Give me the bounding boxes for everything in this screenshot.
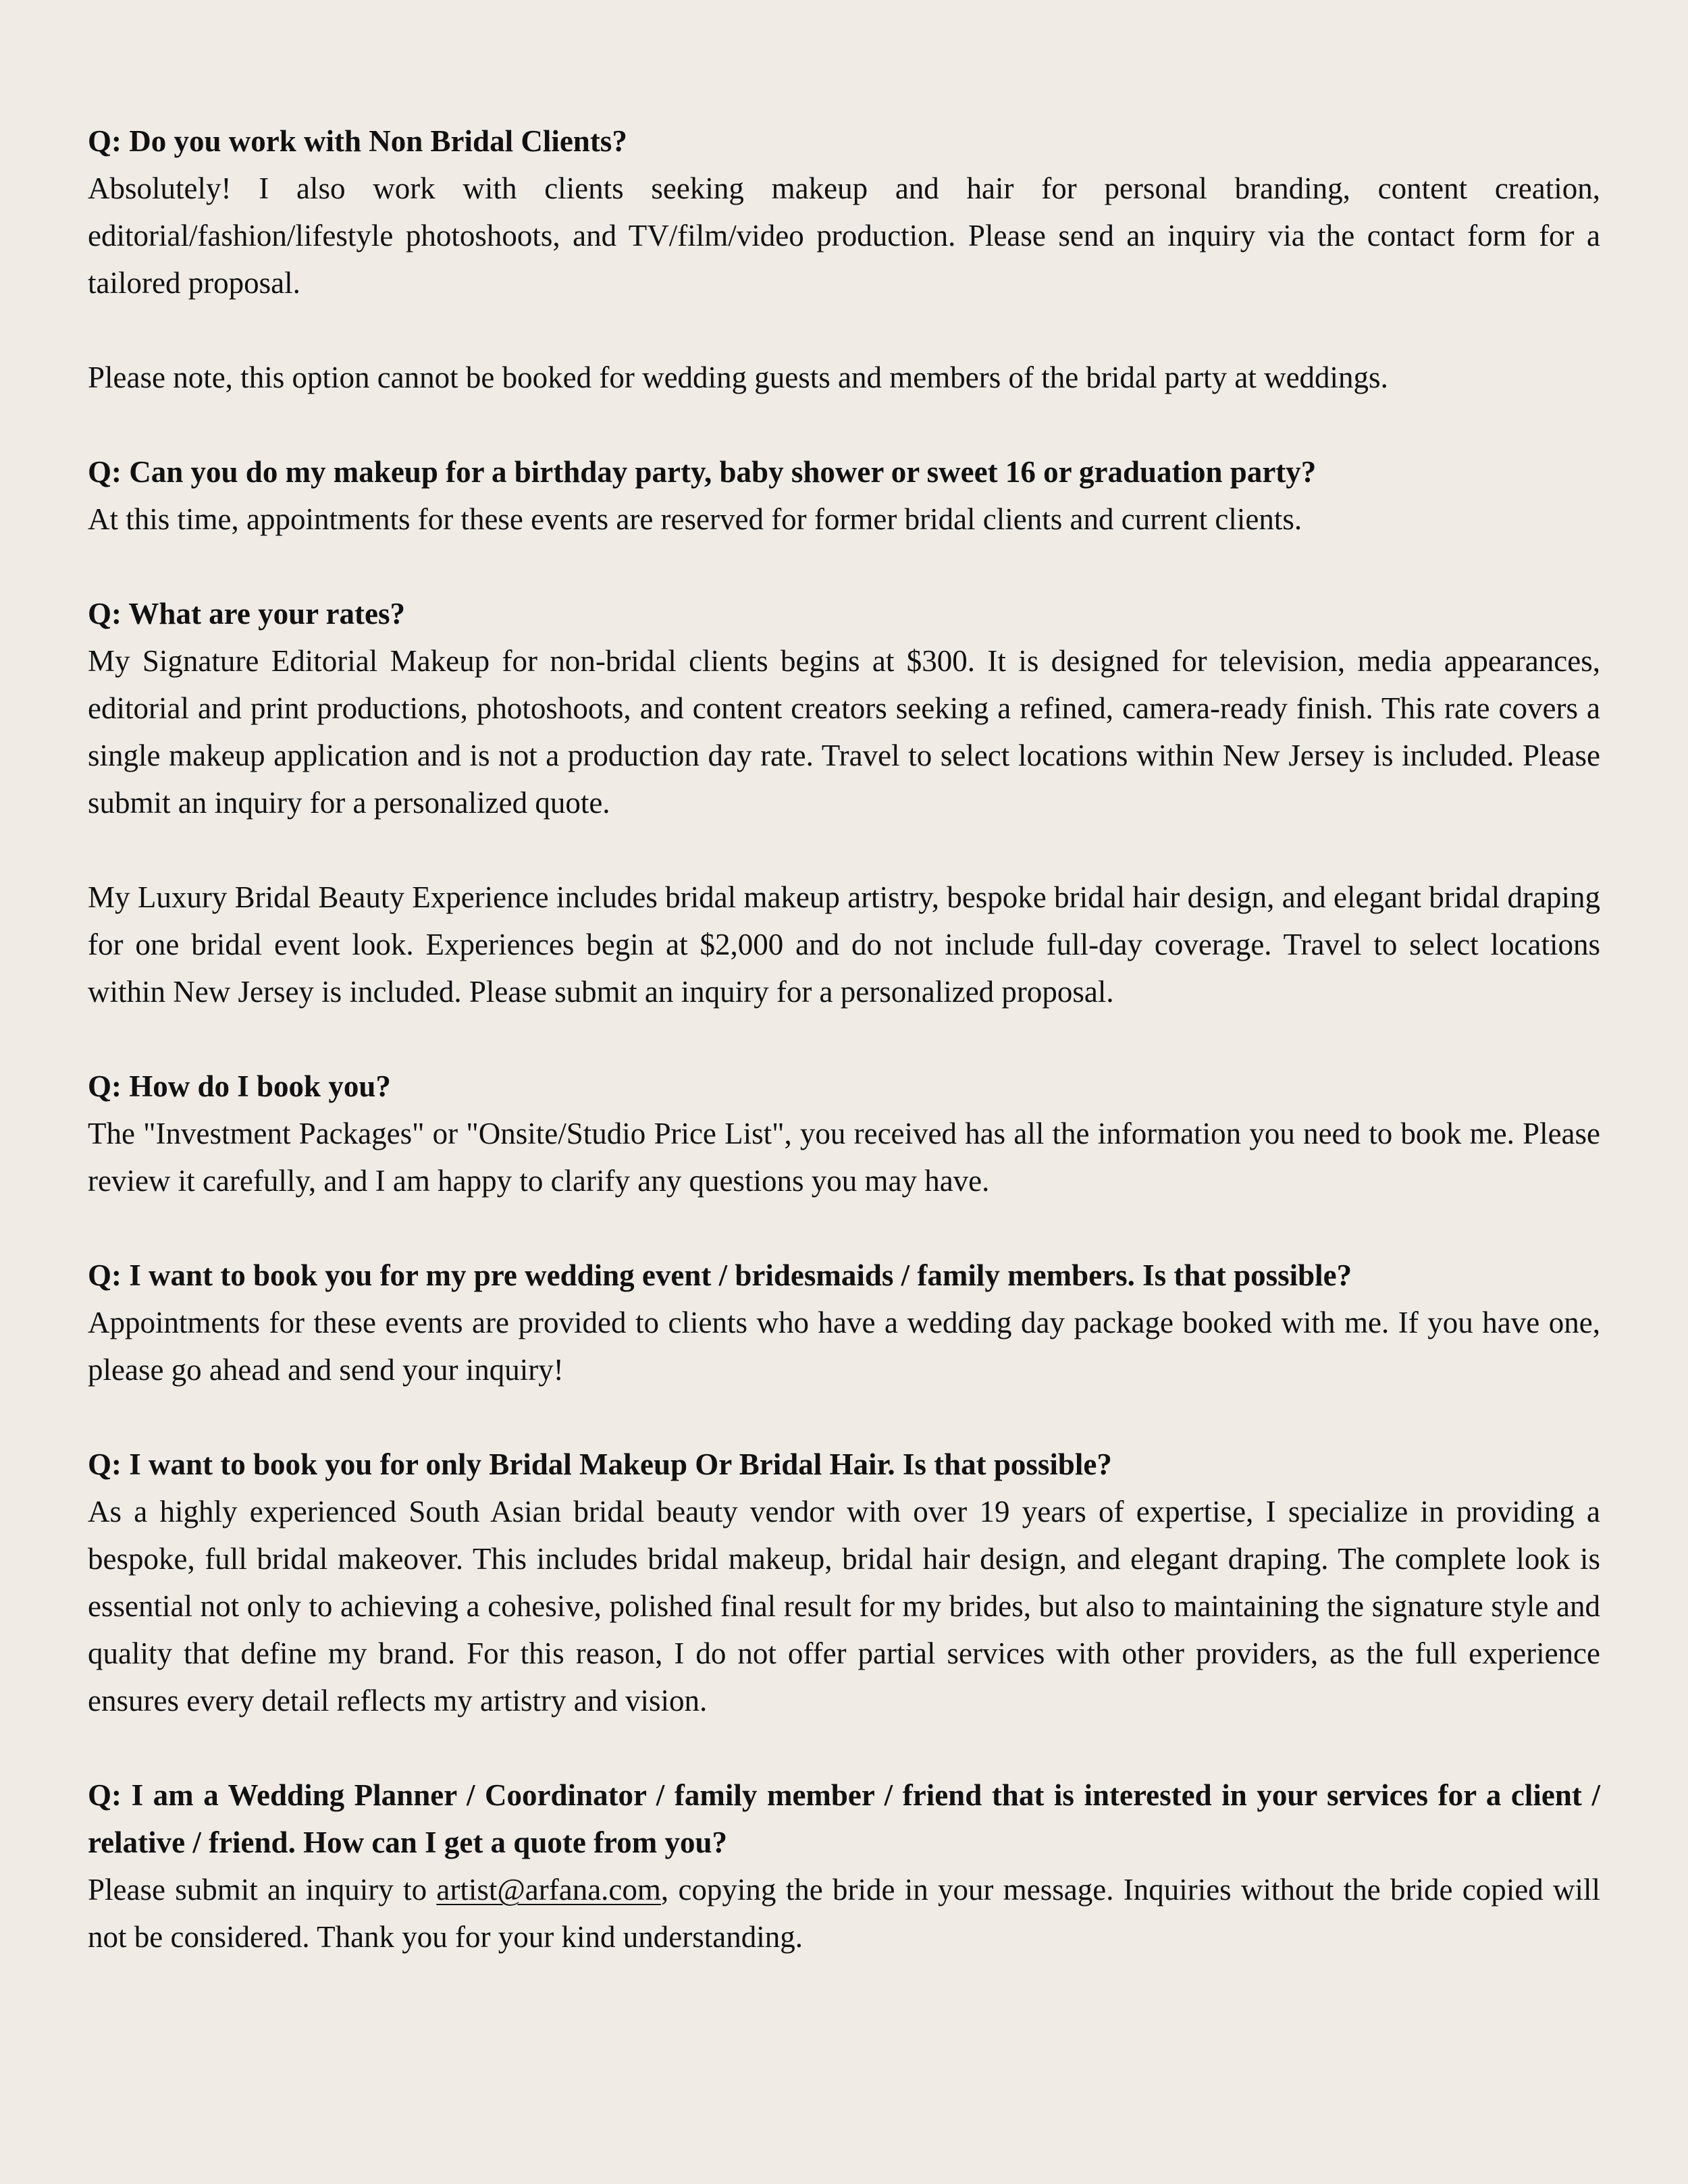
- faq-planner-quote: [88, 1772, 1600, 1961]
- faq-question: Q: I want to book you for only Bridal Makeup Or Bridal Hair. Is that possible?: [88, 1447, 1112, 1481]
- faq-answer: Appointments for these events are provided to clients who have a wedding day package booked with me. If you have one, please go ahead and send your inquiry!: [88, 1306, 1600, 1387]
- faq-answer-bridal-rate: My Luxury Bridal Beauty Experience includes bridal makeup artistry, bespoke bridal hair design, and elegant bridal draping for one bridal event look. Experiences begin at $2,000 and do not include full-day coverage. Travel to select locations within New Jersey is included. Please submit an inquiry for a personalized proposal.: [88, 880, 1600, 1009]
- faq-question: Q: I want to book you for my pre wedding event / bridesmaids / family members. Is that possible?: [88, 1258, 1352, 1292]
- faq-answer: Absolutely! I also work with clients seeking makeup and hair for personal branding, content creation, editorial/fashion/lifestyle photoshoots, and TV/film/video production. Please send an inquiry via the contact form for a tailored proposal.: [88, 171, 1600, 300]
- faq-partial-services: [88, 1441, 1600, 1724]
- faq-question: Q: Can you do my makeup for a birthday party, baby shower or sweet 16 or graduation party?: [88, 455, 1317, 489]
- answer-text-after: , copying the bride in your message. Inquiries without the bride copied will not be considered. Thank you for your kind understanding.: [88, 1873, 1600, 1954]
- faq-answer: [88, 1866, 1600, 1961]
- answer-text-before: Please submit an inquiry to: [88, 1873, 437, 1907]
- faq-party-makeup: [88, 448, 1600, 543]
- faq-non-bridal-clients: [88, 117, 1600, 401]
- faq-how-to-book: [88, 1063, 1600, 1204]
- faq-question: Q: Do you work with Non Bridal Clients?: [88, 124, 627, 158]
- faq-answer-note: Please note, this option cannot be booked for wedding guests and members of the bridal party at weddings.: [88, 361, 1388, 394]
- faq-answer: As a highly experienced South Asian bridal beauty vendor with over 19 years of expertise, I specialize in providing a bespoke, full bridal makeover. This includes bridal makeup, bridal hair design, and elegant draping. The complete look is essential not only to achieving a cohesive, polished final result for my brides, but also to maintaining the signature style and quality that define my brand. For this reason, I do not offer partial services with other providers, as the full experience ensures every detail reflects my artistry and vision.: [88, 1495, 1600, 1717]
- faq-answer: At this time, appointments for these events are reserved for former bridal clients and current clients.: [88, 502, 1302, 536]
- faq-answer: The "Investment Packages" or "Onsite/Studio Price List", you received has all the information you need to book me. Please review it carefully, and I am happy to clarify any questions you may have.: [88, 1117, 1600, 1198]
- faq-rates: [88, 590, 1600, 1015]
- faq-answer-editorial-rate: My Signature Editorial Makeup for non-bridal clients begins at $300. It is designed for television, media appearances, editorial and print productions, photoshoots, and content creators seeking a refined, camera-ready finish. This rate covers a single makeup application and is not a production day rate. Travel to select locations within New Jersey is included. Please submit an inquiry for a personalized quote.: [88, 644, 1600, 820]
- faq-pre-wedding-events: [88, 1252, 1600, 1393]
- email-link[interactable]: artist@arfana.com: [436, 1873, 661, 1907]
- faq-question: Q: How do I book you?: [88, 1069, 391, 1103]
- faq-question: Q: I am a Wedding Planner / Coordinator / family member / friend that is interested in your services for a client / relative / friend. How can I get a quote from you?: [88, 1778, 1600, 1859]
- faq-question: Q: What are your rates?: [88, 597, 405, 631]
